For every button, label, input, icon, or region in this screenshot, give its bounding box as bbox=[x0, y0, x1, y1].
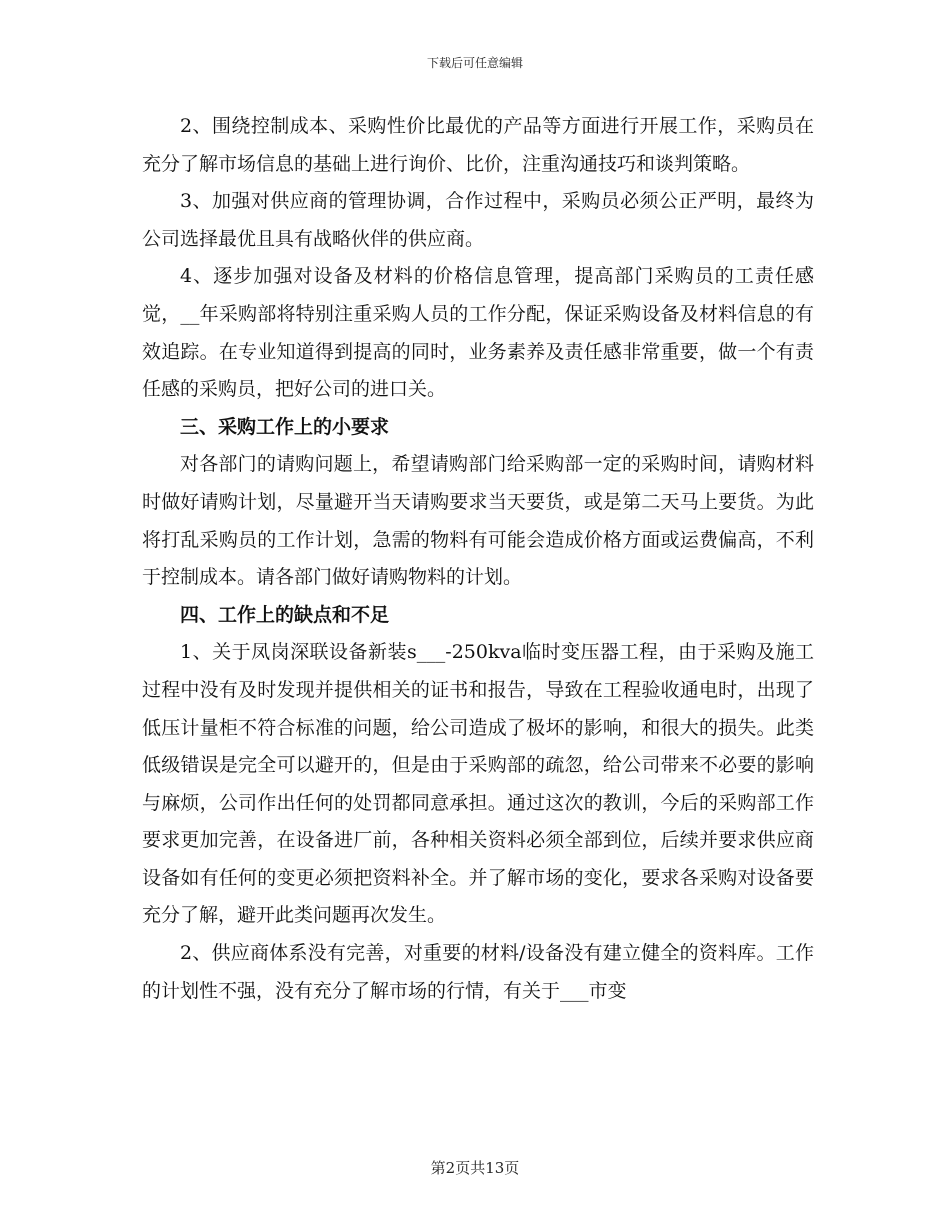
page-footer: 第2页共13页 bbox=[430, 1159, 520, 1177]
paragraph-shortcoming-1: 1、关于凤岗深联设备新装s___-250kva临时变压器工程，由于采购及施工过程中没有及时发现并提供相关的证书和报告，导致在工程验收通电时，出现了低压计量柜不符合标准的问题，给公司造成了极坏的影响，和很大的损失。此类低级错误是完全可以避开的，但是由于采购部的疏忽，给公司带来不必要的影响与麻烦，公司作出任何的处罚都同意承担。通过这次的教训，今后的采购部工作要求更加完善，在设备进厂前，各种相关资料必须全部到位，后续并要求供应商设备如有任何的变更必须把资料补全。并了解市场的变化，要求各采购对设备要充分了解，避开此类问题再次发生。 bbox=[142, 641, 814, 927]
paragraph-item-2: 2、围绕控制成本、采购性价比最优的产品等方面进行开展工作，采购员在充分了解市场信息的基础上进行询价、比价，注重沟通技巧和谈判策略。 bbox=[142, 115, 814, 175]
document-body bbox=[142, 108, 814, 1010]
paragraph-shortcoming-2: 2、供应商体系没有完善，对重要的材料/设备没有建立健全的资料库。工作的计划性不强，没有充分了解市场的行情，有关于___市变 bbox=[142, 942, 814, 1002]
paragraph-item-3: 3、加强对供应商的管理协调，合作过程中，采购员必须公正严明，最终为公司选择最优且具有战略伙伴的供应商。 bbox=[142, 190, 814, 250]
page-header: 下载后可任意编辑 bbox=[426, 56, 523, 70]
section-heading-4: 四、工作上的缺点和不足 bbox=[180, 603, 390, 626]
section-heading-3: 三、采购工作上的小要求 bbox=[180, 415, 390, 438]
paragraph-item-4: 4、逐步加强对设备及材料的价格信息管理，提高部门采购员的工责任感觉，__年采购部将特别注重采购人员的工作分配，保证采购设备及材料信息的有效追踪。在专业知道得到提高的同时，业务素养及责任感非常重要，做一个有责任感的采购员，把好公司的进口关。 bbox=[142, 265, 814, 401]
paragraph-request-requirements: 对各部门的请购问题上，希望请购部门给采购部一定的采购时间，请购材料时做好请购计划，尽量避开当天请购要求当天要货，或是第二天马上要货。为此将打乱采购员的工作计划，急需的物料有可能会造成价格方面或运费偏高，不利于控制成本。请各部门做好请购物料的计划。 bbox=[142, 453, 814, 589]
